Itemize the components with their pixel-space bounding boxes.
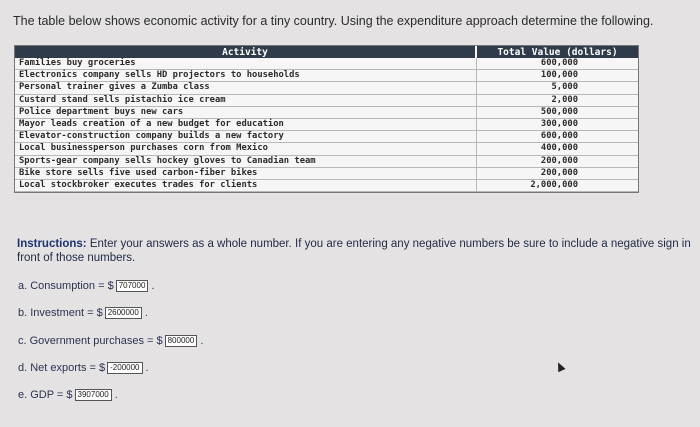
table-row xyxy=(15,58,638,70)
instructions-text: Enter your answers as a whole number. If you are entering any negative numbers be sure to include a negative sign in front of those numbers. xyxy=(17,238,691,264)
activity-cell: Custard stand sells pistachio ice cream xyxy=(15,94,476,106)
gdp-input[interactable]: 3907000 xyxy=(75,389,112,401)
header-activity: Activity xyxy=(15,46,476,58)
activity-cell: Electronics company sells HD projectors to households xyxy=(15,70,476,82)
table-row xyxy=(15,179,638,191)
mouse-cursor-icon xyxy=(554,361,565,373)
table-row xyxy=(15,143,638,155)
activity-cell: Local stockbroker executes trades for clients xyxy=(15,179,476,191)
government-purchases-input[interactable]: 800000 xyxy=(165,335,198,347)
table-row xyxy=(15,106,638,118)
table-row xyxy=(15,70,638,82)
net-exports-question: d. Net exports = $ -200000 . xyxy=(18,362,149,374)
value-cell: 2,000 xyxy=(476,94,638,106)
value-cell: 200,000 xyxy=(476,167,638,179)
table-row xyxy=(15,167,638,179)
table-row xyxy=(15,155,638,167)
investment-question: b. Investment = $ 2600000 . xyxy=(18,307,148,319)
investment-input[interactable]: 2600000 xyxy=(105,307,142,319)
net-exports-input[interactable]: -200000 xyxy=(107,362,142,374)
table-row xyxy=(15,131,638,143)
value-cell: 100,000 xyxy=(476,70,638,82)
activity-cell: Families buy groceries xyxy=(15,58,476,70)
activity-cell: Bike store sells five used carbon-fiber bikes xyxy=(15,167,476,179)
table-row xyxy=(15,118,638,130)
value-cell: 2,000,000 xyxy=(476,179,638,191)
gdp-question: e. GDP = $ 3907000 . xyxy=(18,389,118,401)
value-cell: 5,000 xyxy=(476,82,638,94)
activity-cell: Elevator-construction company builds a new factory xyxy=(15,131,476,143)
net-exports-label: d. Net exports = $ xyxy=(18,362,106,374)
consumption-input[interactable]: 707000 xyxy=(116,280,149,292)
activity-cell: Sports-gear company sells hockey gloves to Canadian team xyxy=(15,155,476,167)
government-purchases-question: c. Government purchases = $ 800000 . xyxy=(18,335,204,347)
investment-label: b. Investment = $ xyxy=(18,307,103,319)
table-header-row xyxy=(15,46,638,58)
gdp-label: e. GDP = $ xyxy=(18,389,73,401)
activity-table xyxy=(14,45,639,193)
instructions-label: Instructions: xyxy=(17,238,87,250)
value-cell: 400,000 xyxy=(476,143,638,155)
instructions xyxy=(17,238,700,265)
value-cell: 200,000 xyxy=(476,155,638,167)
header-total-value: Total Value (dollars) xyxy=(476,46,638,58)
activity-cell: Police department buys new cars xyxy=(15,106,476,118)
value-cell: 300,000 xyxy=(476,118,638,130)
activity-cell: Local businessperson purchases corn from Mexico xyxy=(15,143,476,155)
consumption-question: a. Consumption = $ 707000 . xyxy=(18,280,155,292)
government-purchases-label: c. Government purchases = $ xyxy=(18,335,163,347)
value-cell: 500,000 xyxy=(476,106,638,118)
activity-cell: Mayor leads creation of a new budget for education xyxy=(15,118,476,130)
value-cell: 600,000 xyxy=(476,131,638,143)
table-row xyxy=(15,82,638,94)
question-intro: The table below shows economic activity for a tiny country. Using the expenditure approach determine the following. xyxy=(13,14,654,28)
value-cell: 600,000 xyxy=(476,58,638,70)
activity-cell: Personal trainer gives a Zumba class xyxy=(15,82,476,94)
table-row xyxy=(15,94,638,106)
consumption-label: a. Consumption = $ xyxy=(18,280,114,292)
